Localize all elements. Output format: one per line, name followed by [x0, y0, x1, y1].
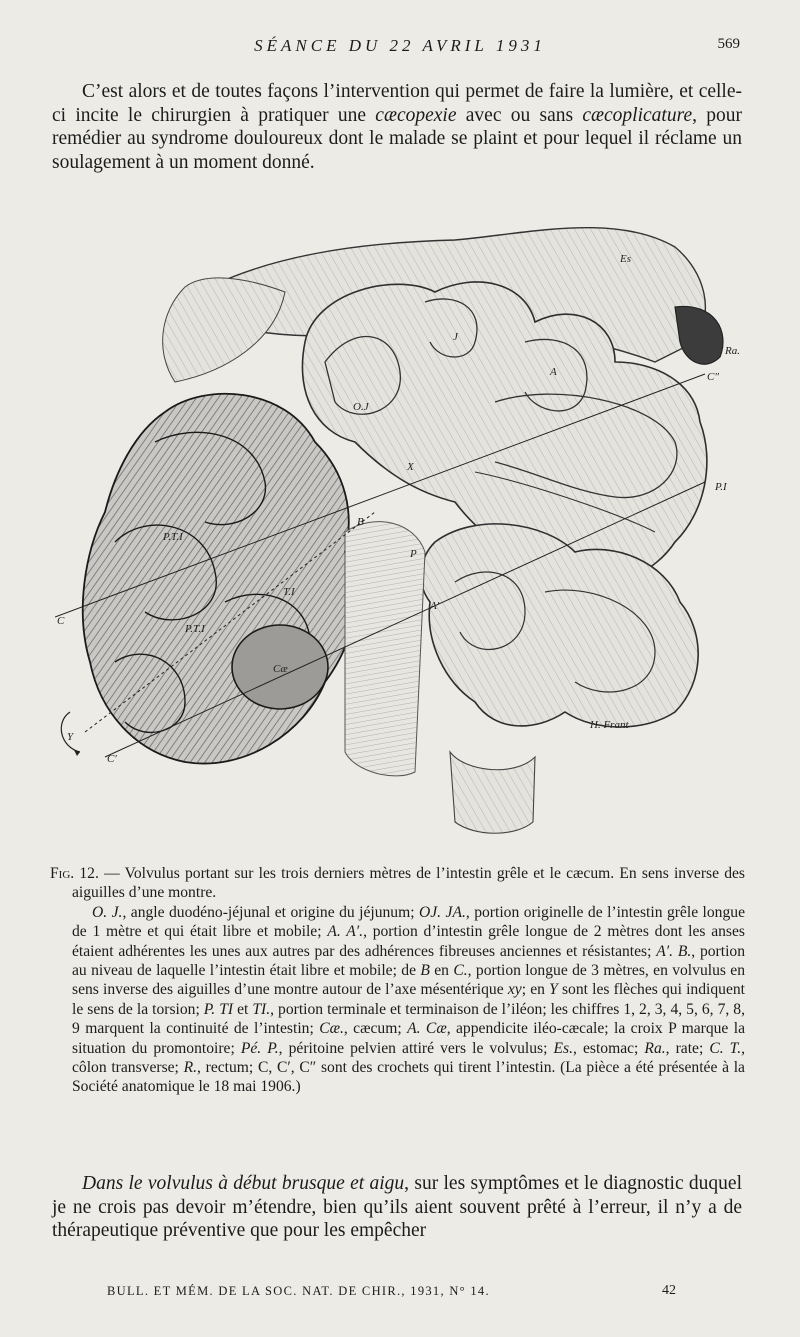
- journal-footer: BULL. ET MÉM. DE LA SOC. NAT. DE CHIR., 1931, N° 14.: [107, 1284, 490, 1298]
- top-paragraph: [52, 80, 742, 174]
- caption-term: A′. B.: [656, 942, 692, 960]
- label-y: Y: [67, 731, 74, 743]
- caption-term: Cæ.: [319, 1020, 344, 1038]
- label-pi: P.I: [715, 481, 727, 493]
- label-cae: Cæ: [273, 663, 288, 675]
- caption-text: en: [429, 962, 454, 980]
- caption-text: , péritoine pelvien attiré vers le volvulus;: [278, 1039, 554, 1057]
- caption-term: A. A′.: [327, 923, 364, 941]
- caption-term: Ra.: [644, 1039, 666, 1057]
- caption-text: , portion au niveau de laquelle l’intestin était libre et mobile; de: [72, 942, 746, 980]
- bottom-paragraph: [52, 1172, 742, 1243]
- caption-title-text: — Volvulus portant sur les trois derniers mètres de l’intestin grêle et le cæcum. En sens inverse des aiguilles d’une montre.: [72, 865, 745, 902]
- artist-signature: H. Frant: [590, 719, 629, 731]
- text-run: , sur les symptômes et le diagnostic duquel je ne crois pas devoir m’étendre, bien qu’ils aient souvent prêté à l’erreur, il n’y a de thérapeutique préventive que pour les empêcher: [52, 1173, 743, 1242]
- label-c-double-prime: C″: [707, 371, 719, 383]
- spleen-shape: [675, 306, 723, 364]
- caption-title: [50, 864, 745, 903]
- italic-term: Dans le volvulus à début brusque et aigu: [82, 1173, 405, 1194]
- caption-text: , angle duodéno-jéjunal et origine du jéjunum;: [122, 903, 419, 921]
- caption-text: , portion d’intestin grêle longue de 2 mètres dont les anses étaient adhérentes les unes aux autres par des adhérences fibreuses anciennes et résistantes;: [72, 923, 745, 960]
- caption-term: A. Cæ: [407, 1020, 447, 1038]
- italic-term: cæcopexie: [375, 104, 457, 126]
- label-ti: T.I: [283, 586, 295, 598]
- caption-term: R.: [183, 1059, 198, 1077]
- caption-text: , cæcum;: [343, 1020, 408, 1038]
- figure-caption: [50, 864, 745, 1097]
- caption-text: , rate;: [665, 1039, 710, 1057]
- label-j: J: [453, 331, 458, 343]
- label-c-prime: C′: [107, 753, 117, 765]
- running-head: [0, 36, 800, 60]
- caption-text: , portion longue de 3 mètres, en volvulus en sens inverse des aiguilles d’une montre autour de l’axe mésentérique: [72, 962, 746, 999]
- label-a: A: [550, 366, 557, 378]
- caption-term: TI.: [252, 1000, 271, 1018]
- label-p: P: [410, 548, 417, 560]
- running-title: SÉANCE DU 22 AVRIL 1931: [254, 36, 546, 55]
- caption-text: , côlon transverse;: [72, 1039, 746, 1077]
- caption-text: , portion terminale et terminaison de l’iléon; les chiffres 1, 2, 3, 4, 5, 6, 7, 8, 9 marquent la continuité de l’intestin;: [72, 1000, 745, 1038]
- caption-text: , portion originelle de l’intestin grêle longue de 1 mètre et qui était libre et mobile;: [72, 903, 745, 941]
- text-run: C’est alors et de toutes façons l’intervention qui permet de faire la lumière, et celle-ci incite le chirurgien à pratiquer une: [52, 81, 742, 126]
- label-b: B: [357, 516, 364, 528]
- label-a-prime: A′: [430, 600, 440, 612]
- caption-text: ; en: [521, 981, 550, 999]
- caption-term: OJ. JA.: [419, 903, 466, 921]
- label-ra: Ra.: [725, 345, 740, 357]
- label-pti-lower: P.T.I: [185, 623, 205, 635]
- caption-term: Pé. P.: [240, 1039, 279, 1057]
- caption-term: xy: [507, 981, 522, 999]
- caption-term: C.: [453, 962, 468, 980]
- caption-text: et: [233, 1000, 253, 1018]
- text-run: , pour remédier au syndrome douloureux dont le malade se plaint et pour lequel il réclame un soulagement à un moment donné.: [52, 104, 742, 173]
- page-number: 569: [717, 36, 740, 52]
- label-x: X: [407, 461, 414, 473]
- label-oj: O.J: [353, 401, 369, 413]
- caption-term: P. TI: [203, 1000, 234, 1018]
- label-es: Es: [620, 253, 631, 265]
- label-pti-upper: P.T.I: [163, 531, 183, 543]
- anatomical-illustration: [55, 212, 755, 852]
- sheet-number: 42: [662, 1283, 676, 1298]
- caption-text: , rectum; C, C′, C″ sont des crochets qui tirent l’intestin. (La pièce a été présentée à la Société anatomique le 18 mai 1906.): [72, 1059, 745, 1096]
- italic-term: cæcoplicature: [582, 104, 693, 126]
- caption-text: , estomac;: [573, 1039, 645, 1057]
- caption-term: B: [420, 962, 430, 980]
- caption-description: [50, 903, 745, 1097]
- caption-term: C. T.: [709, 1039, 742, 1057]
- caption-text: , appendicite iléo-cæcale; la croix P marque la situation du promontoire;: [72, 1020, 745, 1057]
- caption-term: O. J.: [92, 903, 123, 921]
- figure-label: Fig. 12.: [50, 865, 99, 882]
- caption-term: Es.: [553, 1039, 574, 1057]
- text-run: avec ou sans: [456, 104, 583, 126]
- caption-text: sont les flèches qui indiquent le sens de la torsion;: [72, 981, 745, 1018]
- volvulus-mass: [83, 394, 356, 764]
- caption-term: Y: [549, 981, 558, 999]
- rectum-shape: [450, 752, 535, 833]
- label-c: C: [57, 615, 65, 627]
